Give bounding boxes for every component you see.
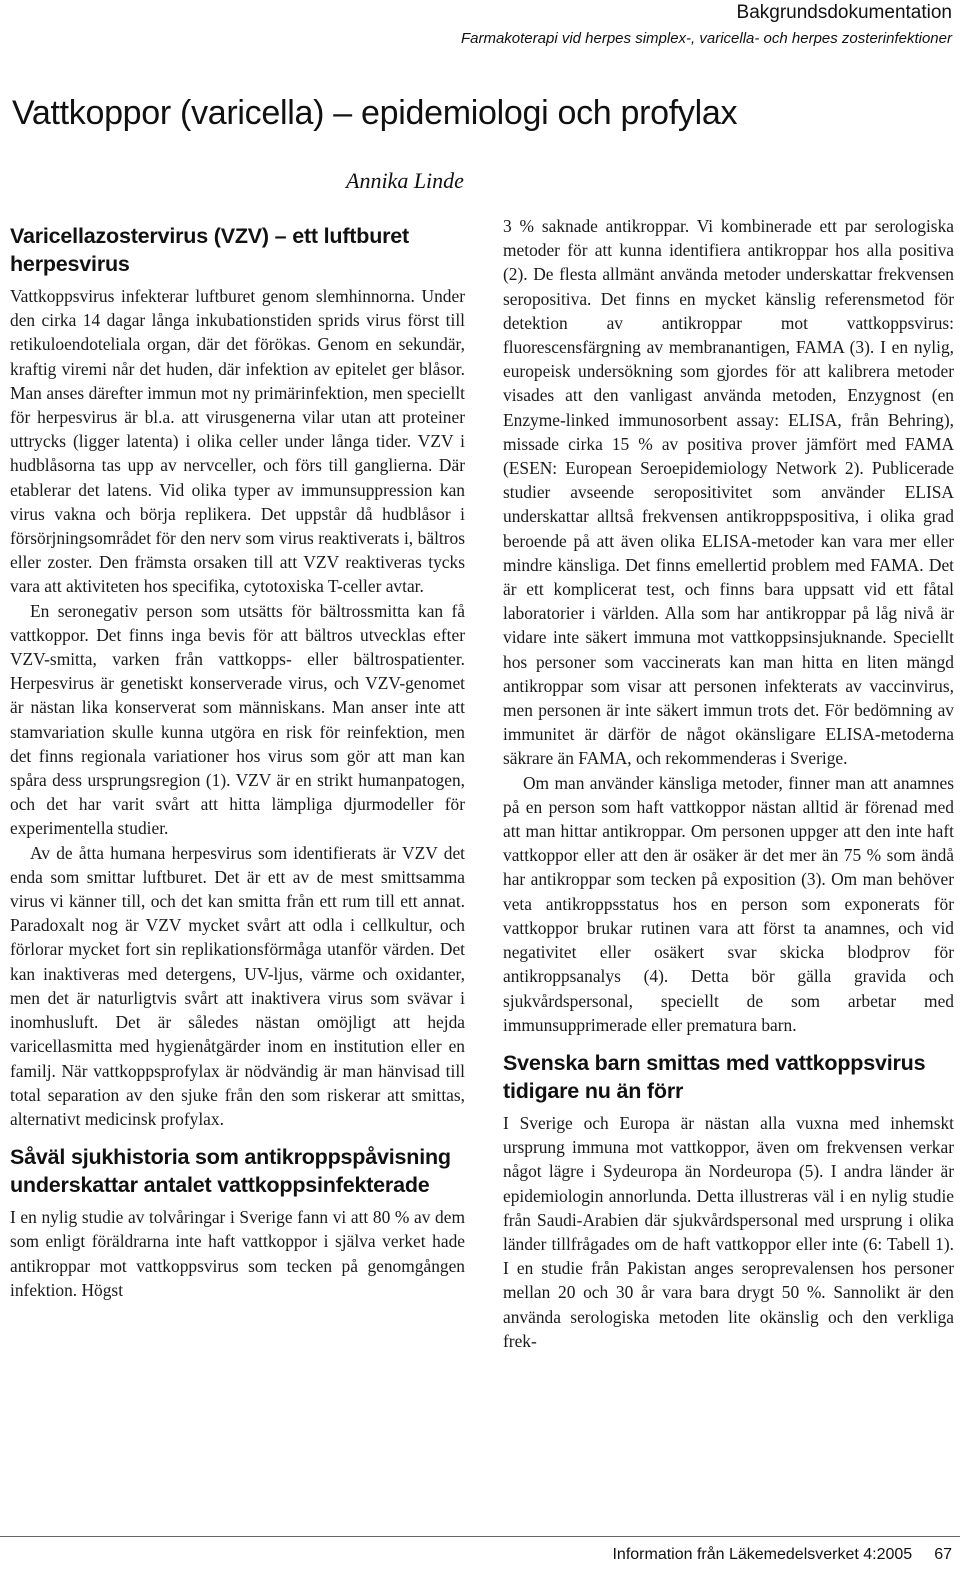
body-paragraph: 3 % saknade antikroppar. Vi kombinerade ett par serologiska metoder för att kunna identifiera antikroppar hos alla positiva (2). De flesta allmänt använda metoder underskattar frekvensen seropositiva. Det finns en mycket känslig referensmetod för detektion av antikroppar mot vattkoppsvirus: fluorescensfärgning av membranantigen, FAMA (3). I en nylig, europeisk undersökning som gjordes för att kalibrera metoder visades att den vanligast använda metoden, Enzygnost (en Enzyme-linked immunosorbent assay: ELISA, från Behring), missade cirka 15 % av positiva prover jämfört med FAMA (ESEN: European Seroepidemiology Network 2). Publicerade studier avseende seropositivitet som använder ELISA underskattar alltså frekvensen antikroppspositiva, i olika grad beroende på att även olika ELISA-metoder kan vara mer eller mindre känsliga. Det finns emellertid problem med FAMA. Det är ett komplicerat test, och finns bara uppsatt vid ett fåtal laboratorier i världen. Alla som har antikroppar på låg nivå är vidare inte säkert immuna mot vattkoppsinsjuknande. Speciellt hos personer som vaccinerats kan man hitta en liten mängd antikroppar som visar att personen infekterats av vaccinvirus, men personen är inte säkert immun trots det. För bedömning av immunitet är därför de något okänsligare ELISA-metoderna säkrare än FAMA, och rekommenderas i Sverige. xyxy=(503,216,954,769)
body-paragraph: En seronegativ person som utsätts för bältrossmitta kan få vattkoppor. Det finns inga bevis för att bältros utvecklas efter VZV-smitta, varken från vattkopps- eller bältrospatienter. Herpesvirus är genetiskt konserverade virus, och VZV-genomet är nästan lika konserverat som människans. Man anser inte att stamvariation skulle kunna utgöra en risk för reinfektion, men det finns regionala variationer hos virus som gör att man kan spåra dess ursprungsregion (1). VZV är en strikt humanpatogen, och det har varit svårt att hitta lämpliga djurmodeller för experimentella studier. xyxy=(10,600,465,839)
section-heading: Svenska barn smittas med vattkoppsvirus tidigare nu än förr xyxy=(503,1050,926,1103)
article-author: Annika Linde xyxy=(346,168,464,193)
footer-publication: Information från Läkemedelsverket 4:2005 xyxy=(612,1546,913,1563)
section-heading: Varicellazostervirus (VZV) – ett luftburet herpesvirus xyxy=(10,224,410,276)
section-heading: Såväl sjukhistoria som antikroppspåvisning underskattar antalet vattkoppsinfekterade xyxy=(10,1145,451,1198)
header-title: Bakgrundsdokumentation xyxy=(736,2,952,23)
running-header xyxy=(461,2,952,49)
body-paragraph: Av de åtta humana herpesvirus som identifierats är VZV det enda som smittar luftburet. Det är ett av de mest smittsamma virus vi känner till, och det kan smitta från ett rum till ett annat. Paradoxalt nog är VZV mycket svårt att odla i cellkultur, och förlorar mycket fort sin replikationsförmåga utanför värden. Det kan inaktiveras med detergens, UV-ljus, värme och oxidanter, men det är naturligtvis svårt att inaktivera virus som svävar i inomhusluft. Det är således nästan omöjligt att hejda varicellasmitta med hygienåtgärder inom en institution eller en familj. När vattkoppsprofylax är nödvändig är man hänvisad till total separation av den sjuke från den som riskerar att smittas, alternativt medicinsk profylax. xyxy=(10,842,465,1129)
body-paragraph: Vattkoppsvirus infekterar luftburet genom slemhinnorna. Under den cirka 14 dagar långa inkubationstiden sprids virus först till retikuloendoteliala organ, där det förökas. Genom en sekundär, kraftig viremi når det huden, där infektion av epitelet ger blåsor. Man anses därefter immun mot ny primärinfektion, men speciellt för herpesvirus är bl.a. att virusgenerna vilar utan att proteiner uttrycks (ligger latenta) i olika celler under långa tider. VZV i hudblåsorna tas upp av nervceller, och förs till ganglierna. Där etablerar det latens. Vid olika typer av immunsuppression kan virus vakna och börja replikera. Det uppstår då hudblåsor i försörjningsområdet för den nerv som virus reaktiverats i, bältros eller zoster. Den främsta orsaken till att VZV reaktiveras tycks vara att aktiviteten hos specifika, cytotoxiska T-celler avtar. xyxy=(10,286,465,597)
left-column xyxy=(10,222,465,1302)
body-paragraph: I Sverige och Europa är nästan alla vuxna med inhemskt ursprung immuna mot vattkoppor, även om frekvensen verkar något lägre i Sydeuropa än Nordeuropa (5). I andra länder är epidemiologin annorlunda. Detta illustreras väl i en nylig studie från Saudi-Arabien där sjukvårdspersonal med ursprung i olika länder tillfrågades om de haft vattkoppor eller inte (6: Tabell 1). I en studie från Pakistan anges seroprevalensen hos personer mellan 20 och 30 år vara bara drygt 50 %. Sannolikt är den använda serologiska metoden lite okänslig och den verkliga frek- xyxy=(503,1112,954,1351)
right-column xyxy=(503,214,954,1353)
body-paragraph: I en nylig studie av tolvåringar i Sverige fann vi att 80 % av dem som enligt föräldrarna inte haft vattkoppor i själva verket hade antikroppar mot vattkoppsvirus som tecken på genomgången infektion. Högst xyxy=(10,1207,465,1300)
article-title: Vattkoppor (varicella) – epidemiologi och profylax xyxy=(12,94,738,132)
body-paragraph: Om man använder känsliga metoder, finner man att anamnes på en person som haft vattkoppor nästan alltid är förenad med att man hittar antikroppar. Om personen uppger att den inte haft vattkoppor eller att den är osäker är det mer än 75 % som ändå har antikroppar som tecken på exposition (3). Om man behöver veta antikroppsstatus hos en person som exponerats för vattkoppor brukar rutinen vara att först ta anamnes, och vid negativitet eller osäkert svar skicka blodprov för antikroppsanalys (4). Detta bör gälla gravida och sjukvårdspersonal, speciellt de som arbetar med immunsupprimerade eller prematura barn. xyxy=(503,772,954,1035)
footer-divider xyxy=(0,1536,960,1537)
page-number: 67 xyxy=(934,1546,952,1563)
header-subtitle: Farmakoterapi vid herpes simplex-, varicella- och herpes zosterinfektioner xyxy=(460,30,952,47)
page-footer xyxy=(612,1546,952,1564)
